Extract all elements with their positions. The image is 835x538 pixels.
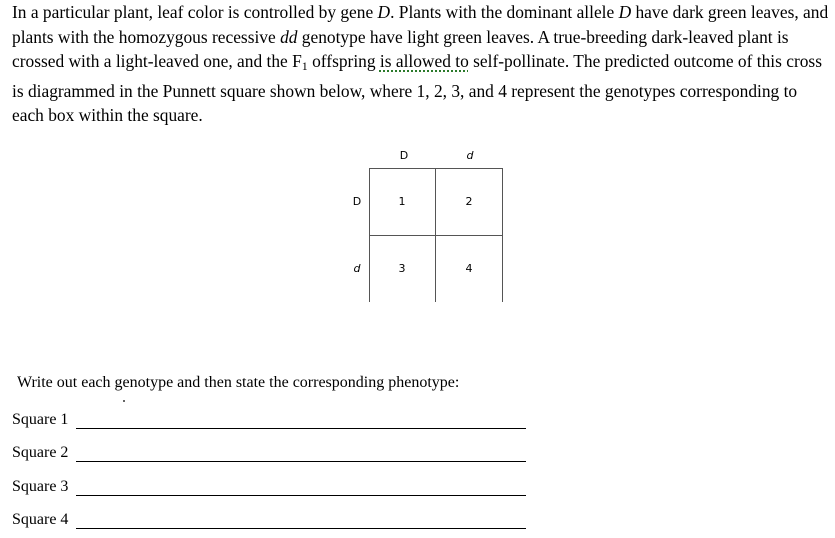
question-paragraph (12, 0, 830, 128)
row-header-recessive: d (353, 262, 361, 275)
punnett-cell-2: 2 (465, 195, 473, 208)
col-header-dominant: D (399, 149, 409, 162)
gene-symbol: D (377, 2, 391, 22)
answer-label: Square 4 (12, 511, 69, 528)
answer-row-square-3 (12, 478, 532, 500)
allele-symbol: D (618, 2, 632, 22)
punnett-cell-4: 4 (465, 262, 473, 275)
answer-label: Square 3 (12, 478, 69, 495)
question-text: offspring (307, 51, 380, 71)
row-header-dominant: D (352, 195, 362, 208)
answer-row-square-4 (12, 511, 532, 533)
answer-blank-3[interactable] (76, 495, 526, 496)
generation-subscript: 1 (301, 59, 308, 73)
grid-center-border (435, 168, 436, 302)
grid-left-border (369, 168, 370, 302)
question-text: self-pollinate. The predicted outcome of this cross is diagrammed in the Punnett square shown below, where 1, 2, 3, and 4 represent the genotypes corresponding to each box within the square. (12, 51, 822, 125)
answer-blank-2[interactable] (76, 461, 526, 462)
stray-mark (123, 400, 125, 402)
grid-top-border (369, 168, 503, 169)
punnett-cell-1: 1 (398, 195, 406, 208)
col-header-recessive: d (466, 149, 474, 162)
recessive-genotype: dd (280, 26, 298, 47)
grid-right-border (502, 168, 503, 302)
answer-row-square-1 (12, 411, 532, 433)
instructions: Write out each genotype and then state the corresponding phenotype: (17, 374, 460, 391)
question-text: genotype have light green leaves. A true-breeding dark-leaved plant is crossed with a light-leaved one, and the F (12, 26, 789, 71)
grid-middle-border (369, 235, 503, 236)
question-text: have dark green leaves, and plants with the homozygous recessive (12, 2, 829, 47)
answer-blank-1[interactable] (76, 428, 526, 429)
answer-label: Square 1 (12, 411, 69, 428)
answer-row-square-2 (12, 444, 532, 466)
answer-label: Square 2 (12, 444, 69, 461)
answer-blank-4[interactable] (76, 528, 526, 529)
question-text: . Plants with the dominant allele (390, 2, 619, 22)
question-text: In a particular plant, leaf color is controlled by gene (12, 2, 378, 22)
grammar-flagged-text[interactable]: is allowed to (379, 51, 469, 71)
punnett-cell-3: 3 (398, 262, 406, 275)
